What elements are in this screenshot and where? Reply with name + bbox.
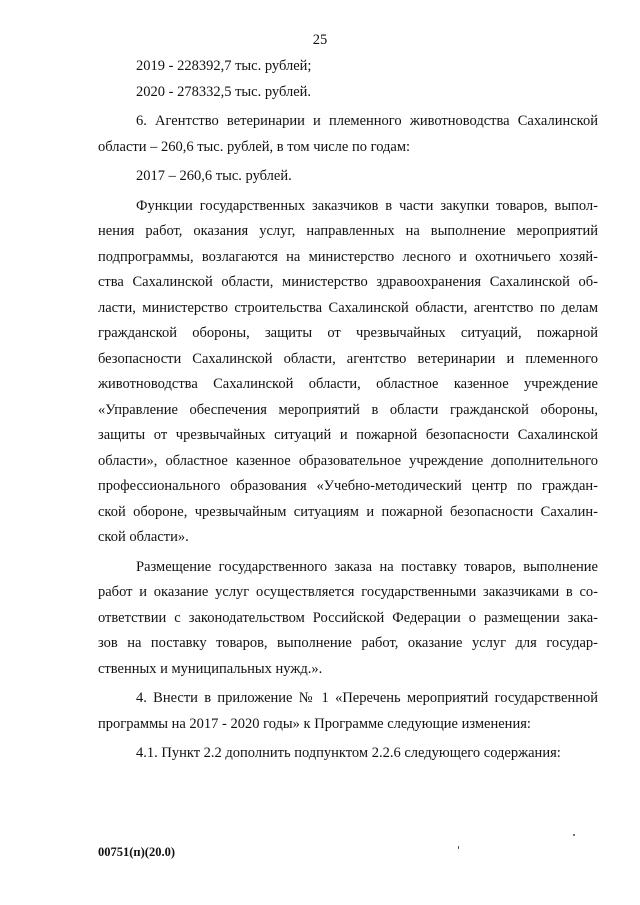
text-line: работ и оказание услуг осуществляется государственными заказчиками в со-	[98, 584, 598, 600]
text-line: ства Сахалинской области, министерство здравоохранения Сахалинской об-	[98, 274, 598, 290]
document-code: 00751(п)(20.0)	[98, 845, 175, 859]
text-line: подпрограммы, возлагаются на министерство лесного и охотничьего хозяй-	[98, 248, 598, 265]
text-line: программы на 2017 - 2020 годы» к Программе следующие изменения:	[98, 715, 531, 732]
text-line: безопасности Сахалинской области, агентство ветеринарии и племенного	[98, 350, 598, 367]
text-line: 2020 - 278332,5 тыс. рублей.	[136, 83, 312, 100]
text-line: «Управление обеспечения мероприятий в области гражданской обороны,	[98, 401, 598, 418]
text-line: ласти, министерство строительства Сахалинской области, агентство по делам	[98, 299, 598, 316]
text-line: ской обороне, чрезвычайным ситуациям и пожарной безопасности Сахалин-	[98, 503, 598, 520]
text-line: Функции государственных заказчиков в части закупки товаров, выпол-	[136, 197, 598, 214]
text-line: нения работ, оказания услуг, направленных на выполнение мероприятий	[98, 223, 598, 239]
text-line: животноводства Сахалинской области, областное казенное учреждение	[98, 376, 598, 392]
text-line: защиты от чрезвычайных ситуаций и пожарной безопасности Сахалинской	[98, 427, 598, 443]
text-line: Размещение государственного заказа на поставку товаров, выполнение	[136, 558, 598, 575]
text-line: 4. Внести в приложение № 1 «Перечень мероприятий государственной	[136, 690, 598, 706]
text-line: 6. Агентство ветеринарии и племенного животноводства Сахалинской	[136, 113, 598, 129]
text-line: области», областное казенное образовательное учреждение дополнительного	[98, 452, 598, 469]
text-line: 2017 – 260,6 тыс. рублей.	[136, 168, 292, 184]
text-line: ской области».	[98, 529, 189, 545]
text-line: ственных и муниципальных нужд.».	[98, 660, 323, 677]
text-line: профессионального образования «Учебно-методический центр по граждан-	[98, 478, 598, 494]
text-line: 2019 - 228392,7 тыс. рублей;	[136, 58, 312, 74]
scan-speck	[573, 834, 575, 836]
text-line: гражданской обороны, защиты от чрезвычайных ситуаций, пожарной	[98, 325, 598, 341]
scan-speck	[458, 846, 459, 849]
page-number: 25	[312, 32, 328, 48]
document-body	[98, 54, 598, 767]
text-line: области – 260,6 тыс. рублей, в том числе по годам:	[98, 138, 411, 155]
text-line: ответствии с законодательством Российской Федерации о размещении зака-	[98, 609, 598, 626]
text-line: зов на поставку товаров, выполнение работ, оказание услуг для государ-	[98, 635, 598, 651]
text-line: 4.1. Пункт 2.2 дополнить подпунктом 2.2.6 следующего содержания:	[136, 745, 561, 761]
